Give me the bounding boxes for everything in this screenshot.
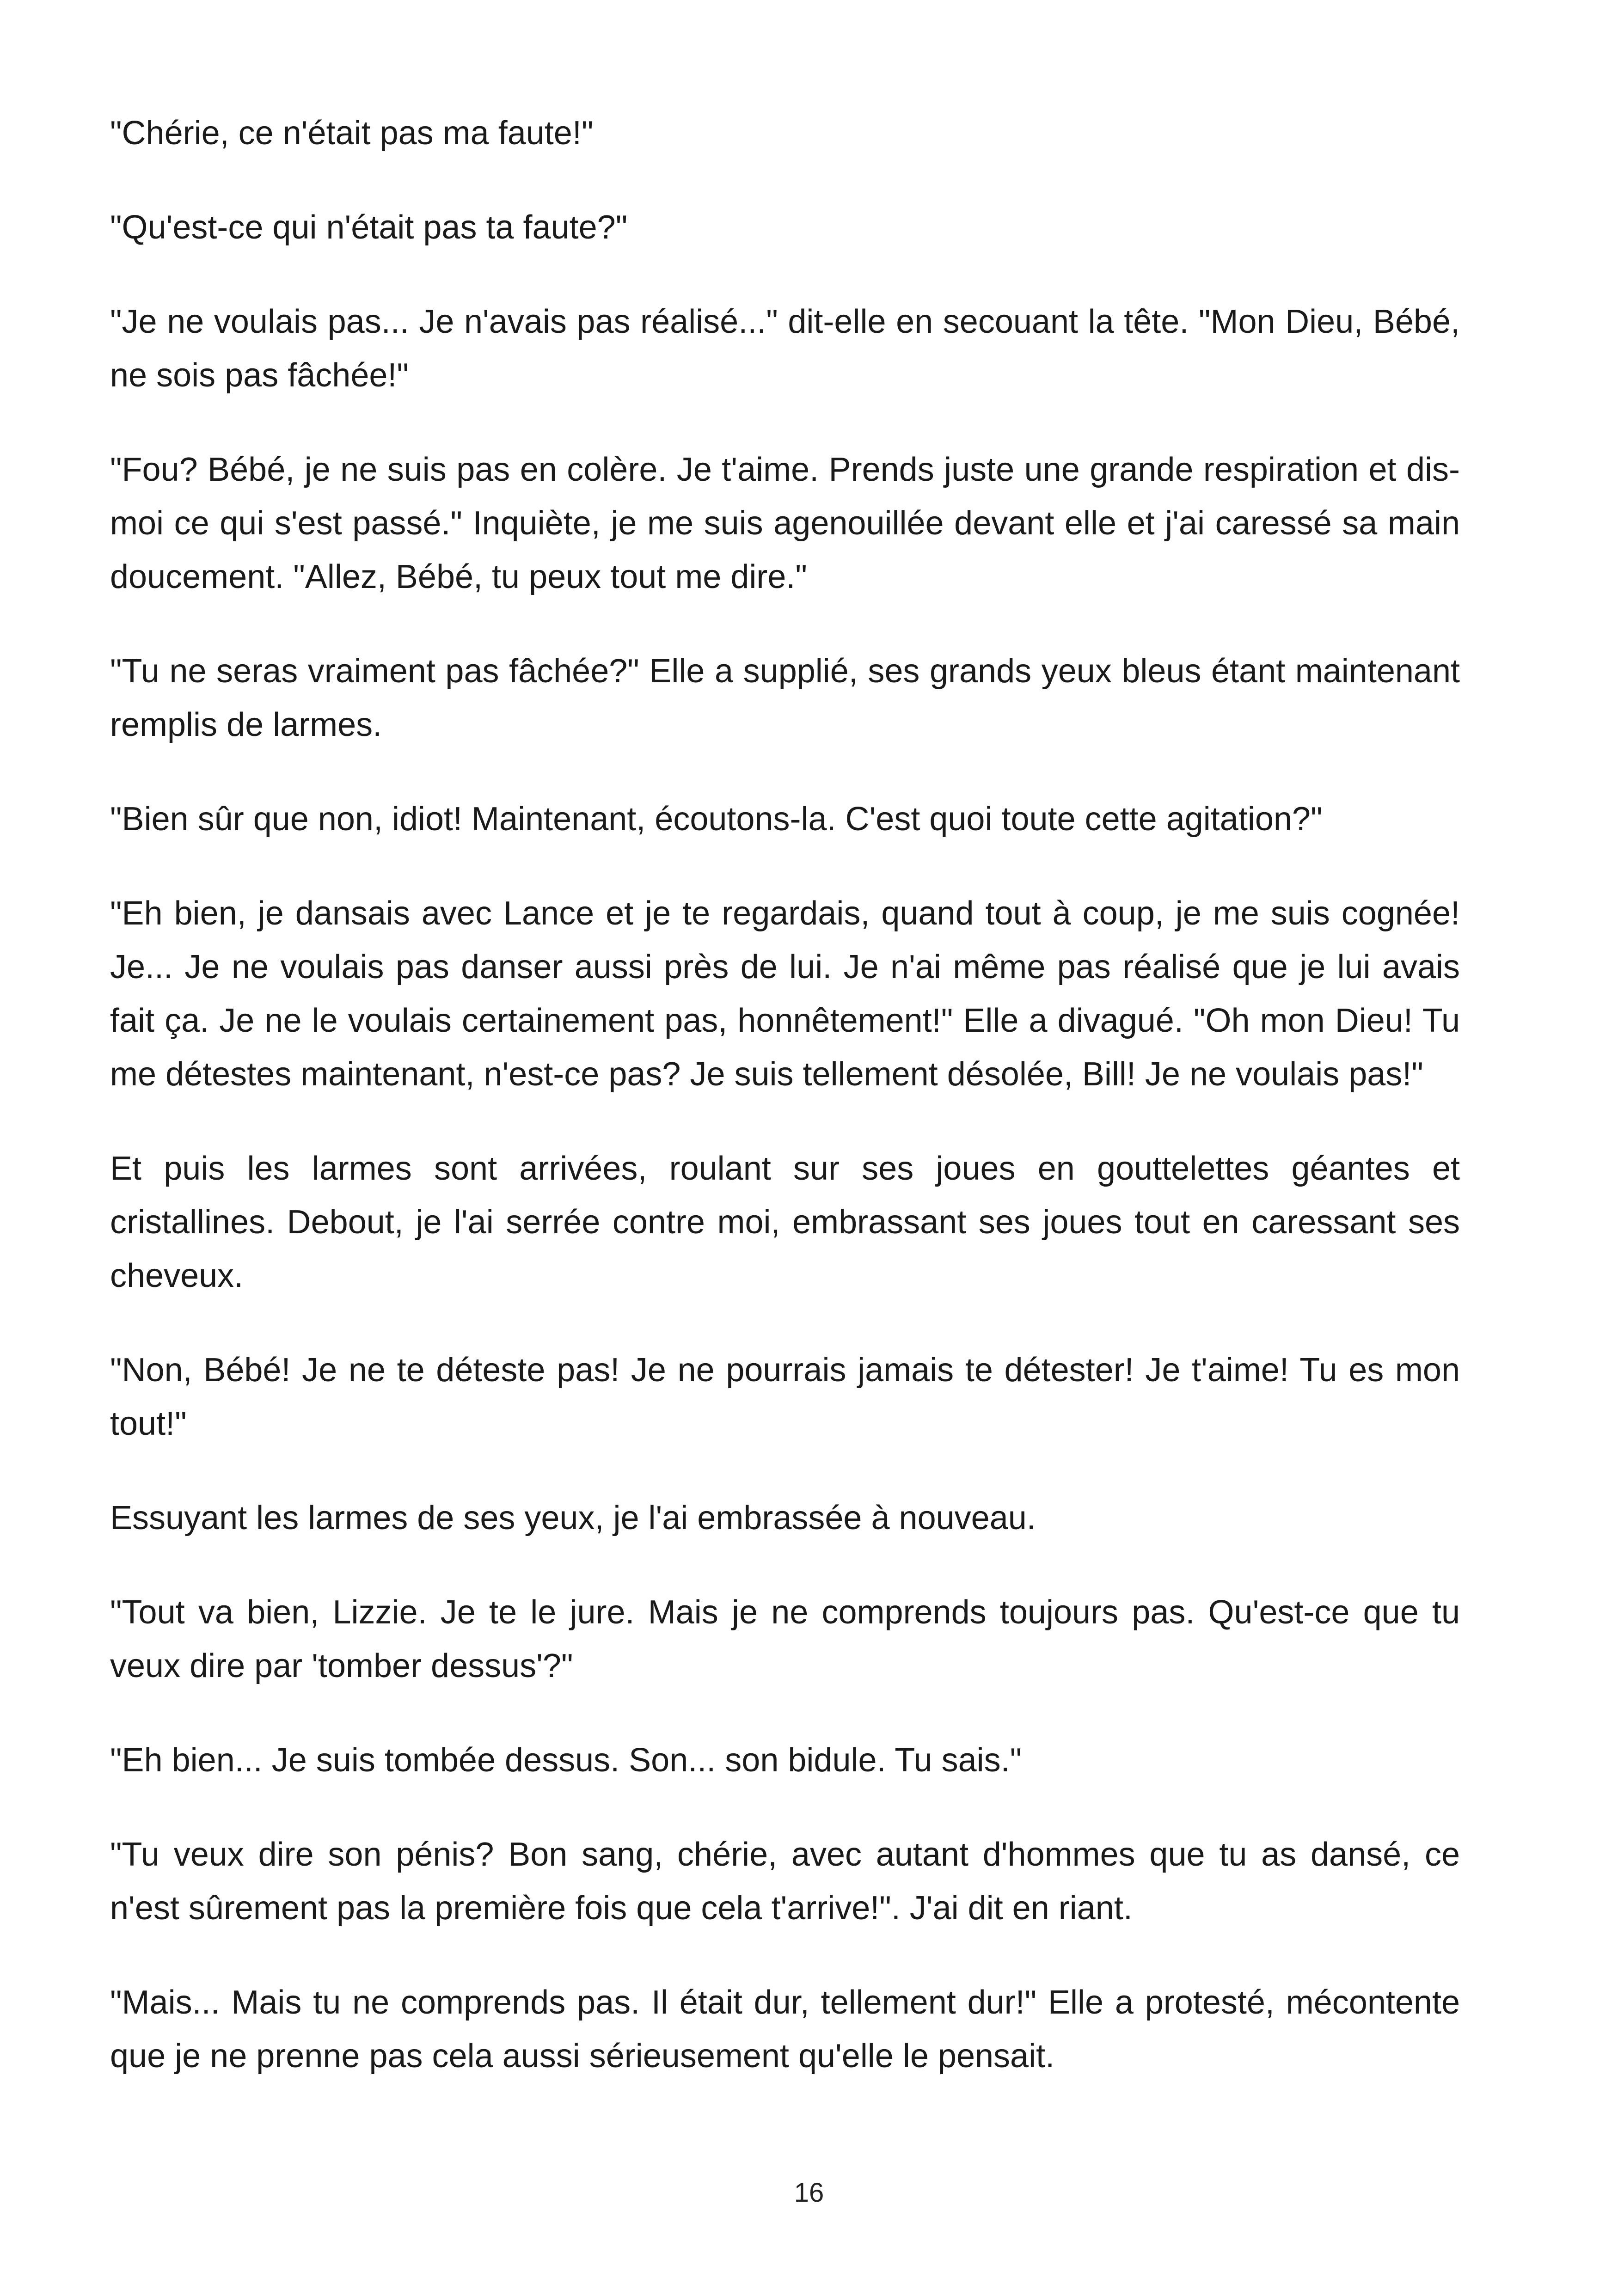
paragraph: "Non, Bébé! Je ne te déteste pas! Je ne pourrais jamais te détester! Je t'aime! Tu es mon tout!" <box>110 1352 1460 1442</box>
page-number: 16 <box>794 2178 824 2208</box>
paragraph: "Tu ne seras vraiment pas fâchée?" Elle a supplié, ses grands yeux bleus étant maintenant remplis de larmes. <box>110 653 1460 743</box>
paragraph: "Eh bien... Je suis tombée dessus. Son... son bidule. Tu sais." <box>110 1742 1022 1779</box>
paragraph: "Eh bien, je dansais avec Lance et je te regardais, quand tout à coup, je me suis cognée! Je... Je ne voulais pas danser aussi près de lui. Je n'ai même pas réalisé que je lui avais fait ça. Je ne le voulais certainement pas, honnêtement!" Elle a divagué. "Oh mon Dieu! Tu me détestes maintenant, n'est-ce pas? Je suis tellement désolée, Bill! Je ne voulais pas!" <box>110 895 1460 1093</box>
text-body <box>110 106 1460 2124</box>
paragraph: "Chérie, ce n'était pas ma faute!" <box>110 115 594 152</box>
paragraph: "Mais... Mais tu ne comprends pas. Il était dur, tellement dur!" Elle a protesté, mécontente que je ne prenne pas cela aussi sérieusement qu'elle le pensait. <box>110 1984 1460 2075</box>
paragraph: Et puis les larmes sont arrivées, roulant sur ses joues en gouttelettes géantes et cristallines. Debout, je l'ai serrée contre moi, embrassant ses joues tout en caressant ses cheveux. <box>110 1150 1460 1294</box>
paragraph: "Tout va bien, Lizzie. Je te le jure. Mais je ne comprends toujours pas. Qu'est-ce que tu veux dire par 'tomber dessus'?" <box>110 1594 1460 1684</box>
paragraph: "Fou? Bébé, je ne suis pas en colère. Je t'aime. Prends juste une grande respiration et dis-moi ce qui s'est passé." Inquiète, je me suis agenouillée devant elle et j'ai caressé sa main doucement. "Allez, Bébé, tu peux tout me dire." <box>110 451 1460 595</box>
paragraph: "Tu veux dire son pénis? Bon sang, chérie, avec autant d'hommes que tu as dansé, ce n'est sûrement pas la première fois que cela t'arrive!". J'ai dit en riant. <box>110 1836 1460 1927</box>
paragraph: "Je ne voulais pas... Je n'avais pas réalisé..." dit-elle en secouant la tête. "Mon Dieu, Bébé, ne sois pas fâchée!" <box>110 303 1460 394</box>
paragraph: "Bien sûr que non, idiot! Maintenant, écoutons-la. C'est quoi toute cette agitation?" <box>110 801 1323 838</box>
paragraph: "Qu'est-ce qui n'était pas ta faute?" <box>110 209 628 246</box>
paragraph: Essuyant les larmes de ses yeux, je l'ai embrassée à nouveau. <box>110 1500 1036 1537</box>
